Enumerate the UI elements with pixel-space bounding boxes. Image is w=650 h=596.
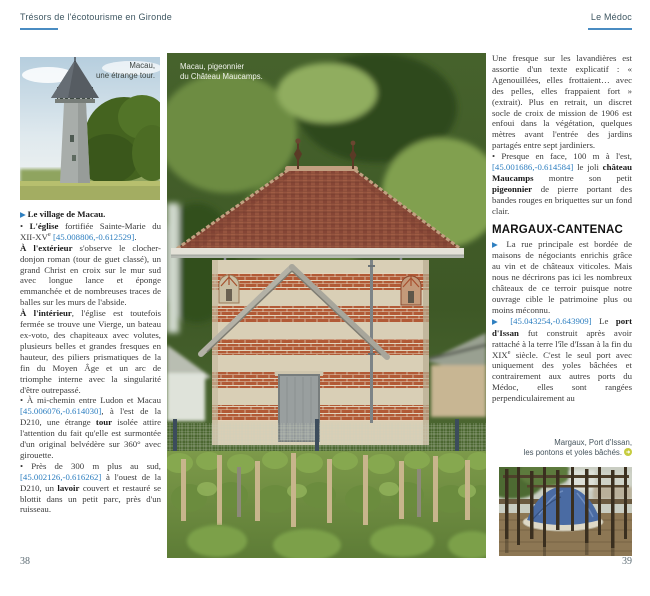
text-segment: pigeonnier [492, 183, 533, 194]
left-text-column [20, 209, 161, 551]
text-segment: fut construit après avoir rattaché à la terre l'île d'Issan à la fin du XIX [492, 327, 632, 360]
port-photo-art [499, 467, 632, 556]
pigeonnier-photo-art [167, 53, 486, 558]
text-segment: L'église [29, 220, 59, 231]
text-segment: couvert et restauré se blottit dans un petit parc, près d'un ruisseau. [20, 482, 161, 515]
paragraph [492, 53, 632, 151]
gps-coordinates-link[interactable]: [45.008806,-0.612529] [52, 231, 135, 242]
text-segment: château Maucamps [492, 162, 632, 183]
text-segment: La rue principale est bordée de maisons de négociants enrichis grâce au vin et de châteaux viticoles. Mais nous ne décrirons pas ici les nombreux châteaux de ce terroir puisque notre ouvrage cible le patrimoine plus ou moins méconnu. [492, 238, 632, 315]
text-segment: À l'intérieur [20, 308, 72, 319]
text-segment: tour [95, 417, 113, 428]
text-segment: , à l'est de la D210, une étrange [20, 406, 161, 428]
gps-coordinates-link[interactable]: [45.002126,-0.616262] [20, 471, 102, 482]
paragraph [492, 239, 632, 316]
text-segment: . [134, 231, 137, 242]
header-right-title: Le Médoc [590, 12, 632, 22]
text-segment: fortifiée Sainte-Marie du XII-XV [20, 220, 161, 242]
text-segment: • [20, 220, 30, 231]
text-segment: ▶ [20, 210, 28, 219]
page-number-left: 38 [20, 556, 30, 567]
caption-marker-icon [624, 448, 632, 456]
gps-coordinates-link[interactable]: [45.006076,-0.614030] [20, 406, 102, 417]
text-segment: • À mi-chemin entre Ludon et Macau [20, 395, 161, 406]
gps-coordinates-link[interactable]: [45.043254,-0.643909] [510, 315, 592, 326]
header-left-rule [20, 28, 58, 30]
vineyard [167, 451, 486, 558]
text-segment: siècle. C'est le seul port avec uniquement des yoles bâchées et contrairement aux autres ports du Médoc, elles sont rangées perpendiculairement au [492, 349, 632, 404]
port-photo [499, 467, 632, 556]
tower-photo-caption: Macau, une étrange tour. [96, 61, 155, 80]
text-segment: ▶ [492, 239, 507, 249]
text-segment: Une fresque sur les lavandières est assortie d'un texte explicatif : « Agenouillées, elles frottaient… avec des pelles, elles frappaient fort » (extrait). Plus en retrait, un discret socle de croix de mission de 1906 est enfoui dans la végétation, quelques mètres avant l'entrée des jardins partagés entre sept jardiniers. [492, 53, 632, 151]
paragraph [20, 461, 161, 516]
text-segment: • Presque en face, 100 m à l'est, [492, 151, 632, 162]
pigeonnier-photo [167, 53, 486, 558]
text-segment: À l'extérieur [20, 242, 73, 253]
text-segment: lavoir [57, 482, 80, 493]
text-segment: e [507, 348, 511, 356]
text-segment: isolée attire l'attention du fait qu'elle est surmontée d'un original belvédère sur 360° avec girouette. [20, 417, 161, 460]
pigeonnier-body [212, 260, 429, 445]
text-segment: , l'église est toutefois fermée se trouve une Vierge, un bateau ex-voto, des chapiteaux avec volutes, plusieurs belles et grandes fresques en hauteur, des piliers prismatiques de la fin du Moyen Âge et un arc de triomphe interne avec la singularité d'être outrepassé. [20, 308, 161, 395]
gps-coordinates-link[interactable]: [45.001686,-0.614584] [492, 162, 574, 173]
paragraph [20, 221, 161, 243]
right-text-column [492, 53, 632, 445]
tower-photo [20, 57, 160, 200]
text-segment: Le village de Macau. [27, 209, 106, 219]
text-segment: Le [591, 315, 616, 326]
paragraph [20, 209, 161, 221]
paragraph [20, 243, 161, 308]
text-segment: port d'Issan [492, 315, 632, 338]
paragraph [20, 308, 161, 395]
text-segment: e [47, 230, 51, 238]
text-segment: ▶ [492, 316, 511, 326]
paragraph [492, 316, 632, 404]
paragraph [492, 151, 632, 216]
header-left-title: Trésors de l'écotourisme en Gironde [20, 12, 172, 22]
text-segment: • Près de 300 m plus au sud, [20, 460, 161, 471]
pigeonnier-photo-caption: Macau, pigeonnier du Château Maucamps. [180, 62, 263, 81]
page-number-right: 39 [622, 556, 632, 567]
text-segment: montre son petit [533, 172, 632, 183]
paragraph [20, 395, 161, 460]
text-segment: le joli [573, 162, 603, 173]
port-photo-caption: Margaux, Port d'Issan, les pontons et yoles bâchés. [523, 438, 632, 457]
section-heading: MARGAUX-CANTENAC [492, 223, 623, 236]
text-segment: à l'ouest de la D210, un [20, 471, 161, 493]
header-right-rule [588, 28, 632, 30]
text-segment: de pierre portant des bandes rouges en briquettes sur un fond clair. [492, 183, 632, 216]
text-segment: s'observe le clocher-donjon roman (tour de guet classé), un grand Christ en croix sur le mur sud avec longue lance et éponge emmanchée et de nombreuses traces de balles sur les murs de l'abside. [20, 242, 161, 308]
